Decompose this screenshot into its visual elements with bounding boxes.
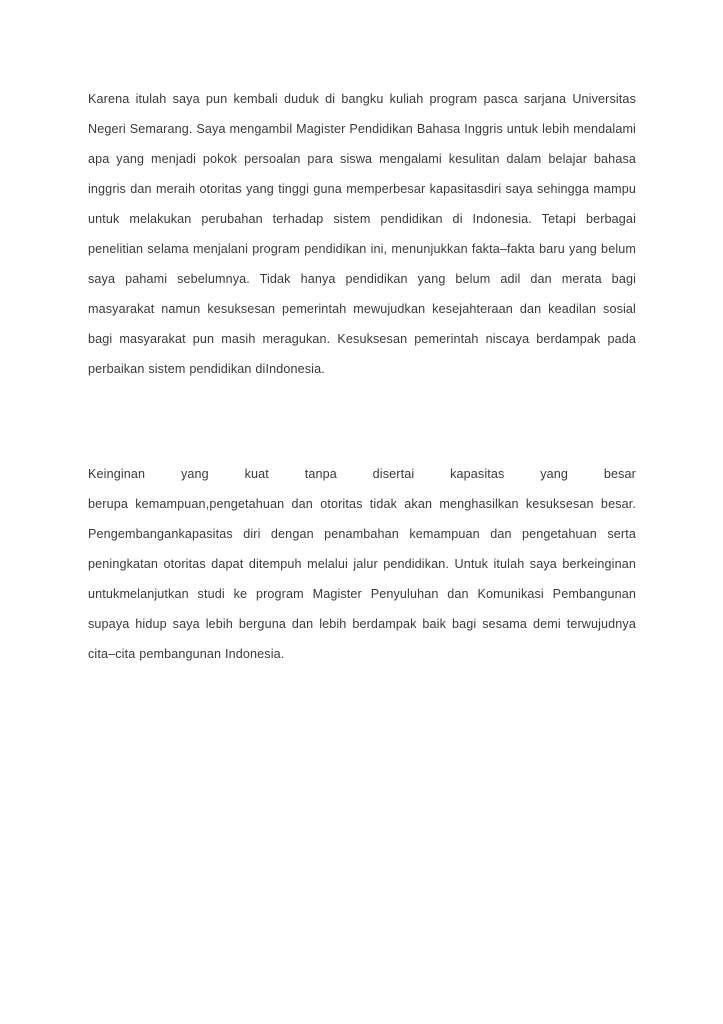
- paragraph-1: Karena itulah saya pun kembali duduk di bangku kuliah program pasca sarjana Universitas Negeri Semarang. Saya mengambil Magister Pendidikan Bahasa Inggris untuk lebih mendalami apa yang menjadi pokok persoalan para siswa mengalami kesulitan dalam belajar bahasa inggris dan meraih otoritas yang tinggi guna memperbesar kapasitasdiri saya sehingga mampu untuk melakukan perubahan terhadap sistem pendidikan di Indonesia. Tetapi berbagai penelitian selama menjalani program pendidikan ini, menunjukkan fakta–fakta baru yang belum saya pahami sebelumnya. Tidak hanya pendidikan yang belum adil dan merata bagi masyarakat namun kesuksesan pemerintah mewujudkan kesejahteraan dan keadilan sosial bagi masyarakat pun masih meragukan. Kesuksesan pemerintah niscaya berdampak pada perbaikan sistem pendidikan diIndonesia.: [88, 92, 636, 376]
- paragraph-2-first-line: Keinginan yang kuat tanpa disertai kapasitas yang besar: [88, 467, 636, 481]
- document-body: [88, 84, 636, 669]
- paragraph-spacer: [88, 384, 636, 459]
- paragraph-2: [88, 459, 636, 669]
- paragraph-2-body: berupa kemampuan,pengetahuan dan otoritas tidak akan menghasilkan kesuksesan besar. Pengembangankapasitas diri dengan penambahan kemampuan dan pengetahuan serta peningkatan otoritas dapat ditempuh melalui jalur pendidikan. Untuk itulah saya berkeinginan untukmelanjutkan studi ke program Magister Penyuluhan dan Komunikasi Pembangunan supaya hidup saya lebih berguna dan lebih berdampak baik bagi sesama demi terwujudnya cita–cita pembangunan Indonesia.: [88, 497, 636, 661]
